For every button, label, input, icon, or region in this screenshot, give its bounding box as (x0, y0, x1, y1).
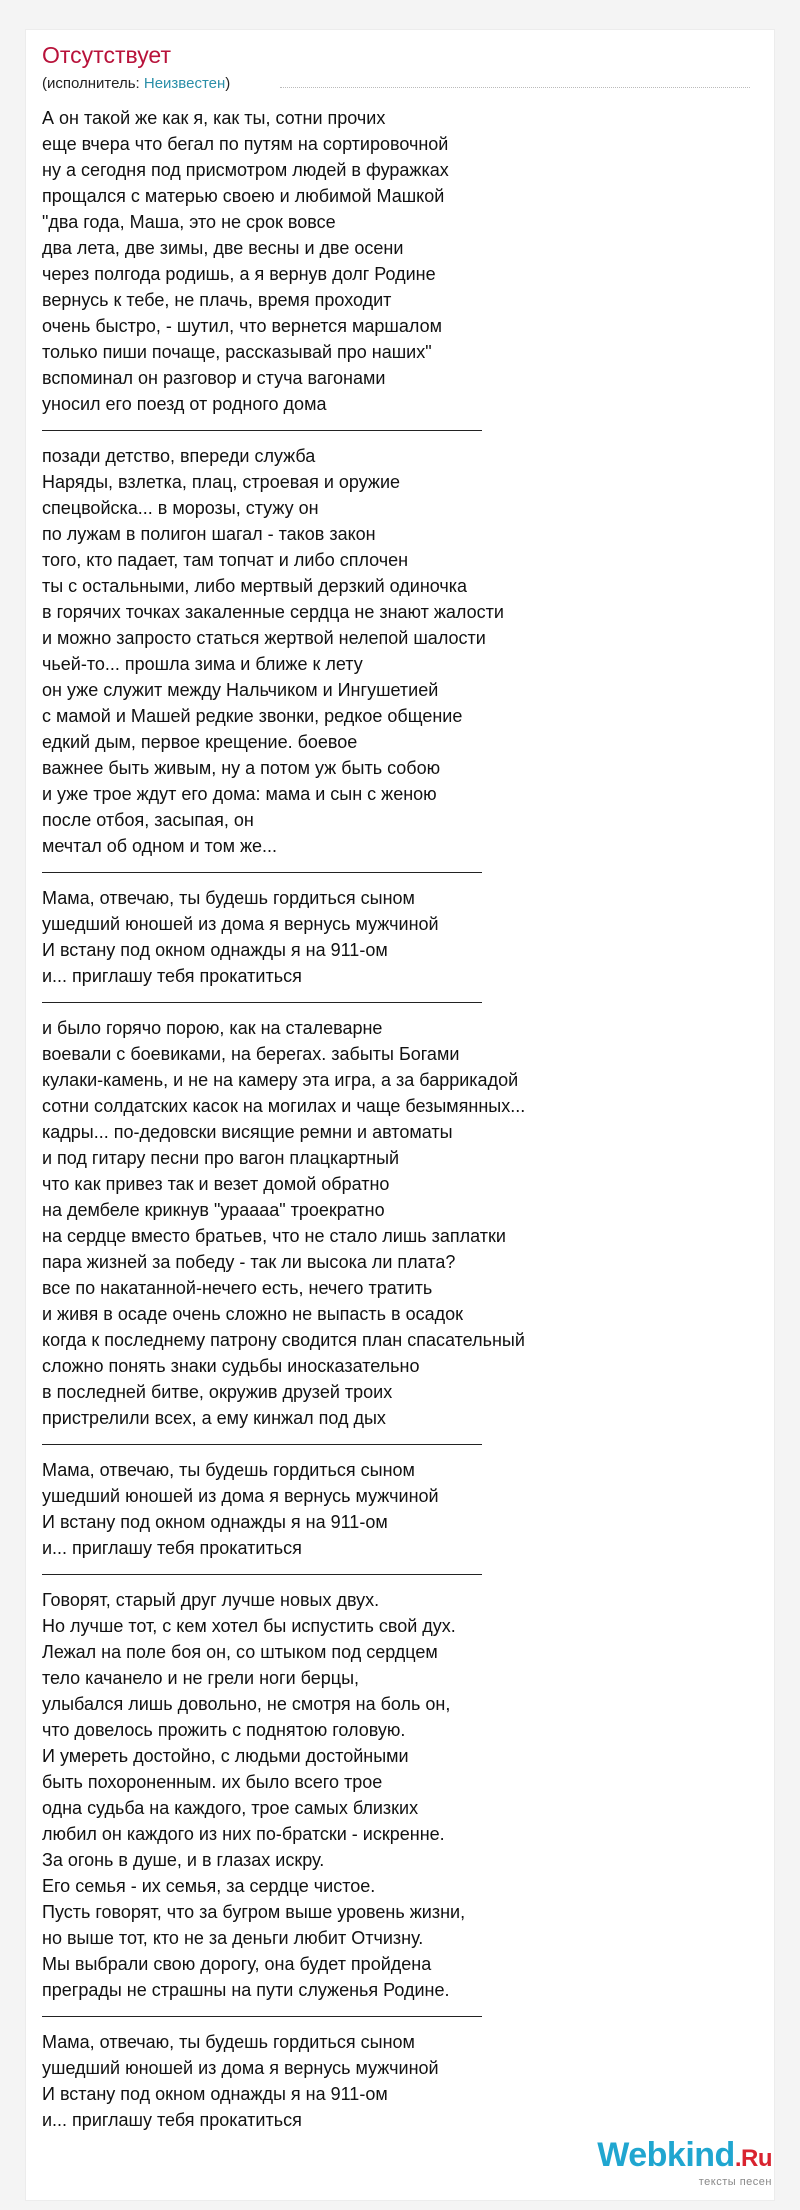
lyrics-line: в горячих точках закаленные сердца не знают жалости (42, 602, 504, 622)
lyrics-line: что довелось прожить с поднятою головую. (42, 1720, 406, 1740)
lyrics-line: через полгода родишь, а я вернув долг Родине (42, 264, 436, 284)
lyrics-stanza (42, 2029, 742, 2133)
lyrics-line: спецвойска... в морозы, стужу он (42, 498, 319, 518)
lyrics-stanza (42, 443, 742, 859)
lyrics-line: уносил его поезд от родного дома (42, 394, 327, 414)
lyrics-line: Мы выбрали свою дорогу, она будет пройдена (42, 1954, 432, 1974)
lyrics-line: Говорят, старый друг лучше новых двух. (42, 1590, 380, 1610)
lyrics-line: в последней битве, окружив друзей троих (42, 1382, 393, 1402)
lyrics-line: "два года, Маша, это не срок вовсе (42, 212, 336, 232)
lyrics-line: прощался с матерью своею и любимой Машкой (42, 186, 445, 206)
lyrics-line: быть похороненным. их было всего трое (42, 1772, 383, 1792)
lyrics-line: ушедший юношей из дома я вернусь мужчиной (42, 1486, 439, 1506)
title-divider (280, 87, 750, 88)
lyrics-line: и... приглашу тебя прокатиться (42, 2110, 302, 2130)
lyrics-line: на сердце вместо братьев, что не стало лишь заплатки (42, 1226, 506, 1246)
lyrics-line: он уже служит между Нальчиком и Ингушетией (42, 680, 439, 700)
lyrics-line: но выше тот, кто не за деньги любит Отчизну. (42, 1928, 424, 1948)
lyrics-line: с мамой и Машей редкие звонки, редкое общение (42, 706, 463, 726)
site-logo[interactable] (597, 2138, 772, 2188)
lyrics-line: кадры... по-дедовски висящие ремни и автоматы (42, 1122, 453, 1142)
lyrics-line: мечтал об одном и том же... (42, 836, 278, 856)
lyrics-line: еще вчера что бегал по путям на сортировочной (42, 134, 449, 154)
page-title: Отсутствует (42, 42, 171, 68)
lyrics-line: и уже трое ждут его дома: мама и сын с женою (42, 784, 437, 804)
lyrics-line: Мама, отвечаю, ты будешь гордиться сыном (42, 2032, 415, 2052)
lyrics-line: что как привез так и везет домой обратно (42, 1174, 390, 1194)
lyrics-line: пара жизней за победу - так ли высока ли плата? (42, 1252, 456, 1272)
lyrics-stanza (42, 1457, 742, 1561)
lyrics-line: И встану под окном однажды я на 911-ом (42, 940, 388, 960)
lyrics-line: на дембеле крикнув "урaааа" троекратно (42, 1200, 385, 1220)
lyrics-line: когда к последнему патрону сводится план спасательный (42, 1330, 525, 1350)
lyrics-stanza (42, 1587, 742, 2003)
lyrics-line: улыбался лишь довольно, не смотря на боль он, (42, 1694, 451, 1714)
lyrics-line: любил он каждого из них по-братски - искренне. (42, 1824, 445, 1844)
logo-tagline: тексты песен (698, 2176, 772, 2188)
stanza-separator (42, 2016, 482, 2017)
lyrics-line: того, кто падает, там топчат и либо сплочен (42, 550, 409, 570)
lyrics-line: За огонь в душе, и в глазах искру. (42, 1850, 325, 1870)
lyrics-line: вспоминал он разговор и стуча вагонами (42, 368, 386, 388)
lyrics-line: Мама, отвечаю, ты будешь гордиться сыном (42, 888, 415, 908)
lyrics-line: по лужам в полигон шагал - таков закон (42, 524, 376, 544)
lyrics-line: и живя в осаде очень сложно не выпасть в осадок (42, 1304, 463, 1324)
artist-line (42, 75, 230, 92)
lyrics-stanza (42, 1015, 742, 1431)
lyrics-line: кулаки-камень, и не на камеру эта игра, а за баррикадой (42, 1070, 519, 1090)
lyrics-line: и под гитару песни про вагон плацкартный (42, 1148, 400, 1168)
lyrics-line: пристрелили всех, а ему кинжал под дых (42, 1408, 386, 1428)
stanza-separator (42, 430, 482, 431)
stanza-separator (42, 1002, 482, 1003)
lyrics-line: А он такой же как я, как ты, сотни прочих (42, 108, 386, 128)
stanza-separator (42, 1444, 482, 1445)
lyrics-stanza (42, 105, 742, 417)
lyrics-line: Мама, отвечаю, ты будешь гордиться сыном (42, 1460, 415, 1480)
lyrics-stanza (42, 885, 742, 989)
lyrics-line: тело качанело и не грели ноги берцы, (42, 1668, 360, 1688)
lyrics-line: два лета, две зимы, две весны и две осени (42, 238, 404, 258)
lyrics-line: ну а сегодня под присмотром людей в фуражках (42, 160, 449, 180)
lyrics-line: Наряды, взлетка, плац, строевая и оружие (42, 472, 401, 492)
lyrics-line: ты с остальными, либо мертвый дерзкий одиночка (42, 576, 468, 596)
lyrics-line: и можно запросто статься жертвой нелепой шалости (42, 628, 486, 648)
artist-prefix: (исполнитель: (42, 75, 144, 92)
lyrics-line: И умереть достойно, с людьми достойными (42, 1746, 409, 1766)
lyrics-line: важнее быть живым, ну а потом уж быть собою (42, 758, 441, 778)
lyrics-line: только пиши почаще, рассказывай про наших" (42, 342, 432, 362)
lyrics-line: сотни солдатских касок на могилах и чаще безымянных... (42, 1096, 526, 1116)
lyrics-line: и... приглашу тебя прокатиться (42, 966, 302, 986)
logo-wordmark: Webkind.Ru (597, 2136, 772, 2174)
lyrics-body (42, 105, 742, 2159)
lyrics-line: Его семья - их семья, за сердце чистое. (42, 1876, 376, 1896)
lyrics-line: Но лучше тот, с кем хотел бы испустить свой дух. (42, 1616, 456, 1636)
lyrics-line: чьей-то... прошла зима и ближе к лету (42, 654, 363, 674)
lyrics-line: преграды не страшны на пути служенья Родине. (42, 1980, 450, 2000)
stanza-separator (42, 872, 482, 873)
lyrics-line: все по накатанной-нечего есть, нечего тратить (42, 1278, 433, 1298)
lyrics-line: И встану под окном однажды я на 911-ом (42, 2084, 388, 2104)
lyrics-line: ушедший юношей из дома я вернусь мужчиной (42, 2058, 439, 2078)
lyrics-line: после отбоя, засыпая, он (42, 810, 254, 830)
lyrics-line: воевали с боевиками, на берегах. забыты Богами (42, 1044, 460, 1064)
artist-suffix: ) (225, 75, 231, 92)
artist-link[interactable]: Неизвестен (143, 75, 226, 92)
stanza-separator (42, 1574, 482, 1575)
lyrics-line: сложно понять знаки судьбы иносказательно (42, 1356, 420, 1376)
lyrics-line: вернусь к тебе, не плачь, время проходит (42, 290, 392, 310)
lyrics-line: позади детство, впереди служба (42, 446, 316, 466)
lyrics-line: одна судьба на каждого, трое самых близких (42, 1798, 419, 1818)
lyrics-line: очень быстро, - шутил, что вернется маршалом (42, 316, 442, 336)
lyrics-line: Лежал на поле боя он, со штыком под сердцем (42, 1642, 438, 1662)
lyrics-line: ушедший юношей из дома я вернусь мужчиной (42, 914, 439, 934)
lyrics-line: и было горячо порою, как на сталеварне (42, 1018, 383, 1038)
lyrics-line: едкий дым, первое крещение. боевое (42, 732, 358, 752)
lyrics-line: и... приглашу тебя прокатиться (42, 1538, 302, 1558)
lyrics-line: И встану под окном однажды я на 911-ом (42, 1512, 388, 1532)
lyrics-line: Пусть говорят, что за бугром выше уровень жизни, (42, 1902, 466, 1922)
